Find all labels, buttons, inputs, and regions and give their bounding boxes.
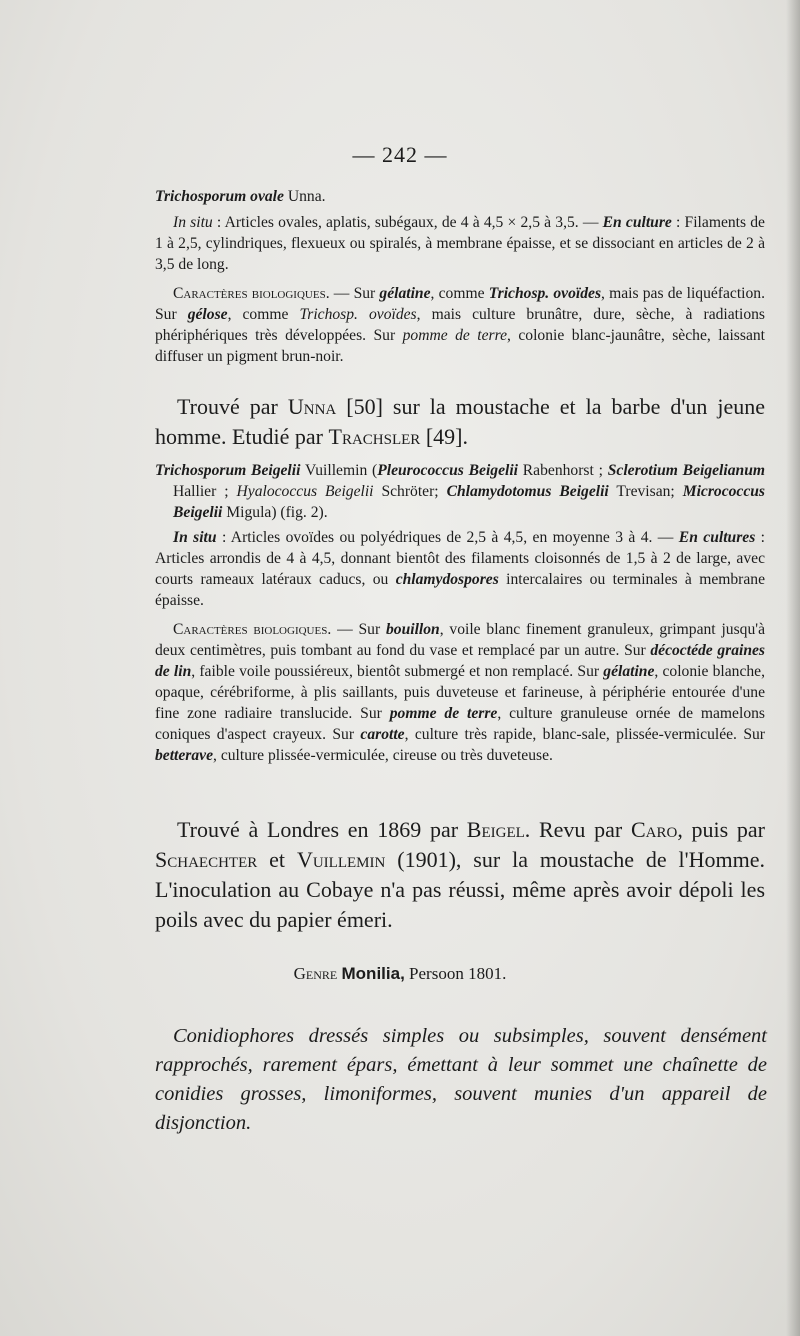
page-number: — 242 — (352, 142, 448, 167)
text-run: gélose (187, 306, 228, 323)
text-run: Unna (287, 394, 337, 419)
text-run: intercalaires ou terminales à membrane épaisse. (155, 571, 765, 609)
text-run: , mais culture brunâtre, dure, sèche, à radiations phériphériques très développées. Sur (155, 306, 765, 344)
text-run: , comme (430, 285, 489, 302)
text-run: , culture plissée-vermiculée, cireuse ou très duveteuse. (213, 747, 553, 764)
text-run: , mais pas de liquéfaction. Sur (155, 285, 765, 323)
insitu-label: In situ (173, 214, 213, 231)
text-run: (1901), sur la moustache de l'Homme. L'inoculation au Cobaye n'a pas réussi, même après avoir dépoli les poils avec du papier émeri. (155, 847, 765, 932)
culture-text: : Filaments de 1 à 2,5, cylindriques, flexueux ou spiralés, à membrane épaisse, et se dissociant en articles de 2 à 3,5 de long. (155, 214, 765, 273)
bio-label: Caractères biologiques (173, 285, 326, 302)
text-run: Hyalococcus Beigelii (236, 483, 374, 500)
text-run: , colonie blanc-jaunâtre, sèche, laissant diffuser un pigment brun-noir. (155, 327, 765, 365)
page-edge-shadow (786, 0, 800, 1336)
text-run: : Articles arrondis de 4 à 4,5, donnant bientôt des filaments cloisonnés de 1,5 à 2 de large, avec courts rameaux latéraux caducs, ou (155, 529, 765, 588)
text-run: gélatine (603, 663, 655, 680)
entry2-finding-paragraph (155, 815, 765, 935)
biology-paragraph (155, 283, 765, 367)
text-run: Trouvé à Londres en 1869 par (177, 817, 467, 842)
finding-text-2 (155, 815, 765, 935)
text-run: Schaechter (155, 847, 258, 872)
text-run: Migula) (fig. 2). (222, 504, 328, 521)
species-name: Trichosporum ovale (155, 188, 284, 205)
text-run: . — Sur (325, 285, 380, 302)
text-run: Sclerotium Beigelianum (607, 462, 765, 479)
text-run: Trachsler (328, 424, 421, 449)
text-run: Chlamydotomus Beigelii (446, 483, 609, 500)
text-run: Vuillemin ( (300, 462, 378, 479)
text-run: Caro (630, 817, 678, 842)
genus-name: Monilia, (341, 964, 405, 983)
text-run: pomme de terre (389, 705, 498, 722)
text-run: Trichosp. ovoïdes (488, 285, 602, 302)
text-run: , faible voile poussiéreux, bientôt submergé et non remplacé. Sur (191, 663, 604, 680)
text-run: . — Sur (327, 621, 386, 638)
text-run: Micrococcus Beigelii (173, 483, 765, 521)
text-run: Trichosp. ovoïdes (299, 306, 417, 323)
text-run: gélatine (379, 285, 431, 302)
text-run: , colonie blanche, opaque, cérébriforme, à plis saillants, puis duveteuse et farineuse, à périphérie entourée d'une fine zone radiaire translucide. Sur (155, 663, 765, 722)
text-run: Hallier ; (173, 483, 237, 500)
morphology-paragraph (155, 212, 765, 275)
text-run: Schröter; (373, 483, 447, 500)
genus-label: Genre (293, 964, 338, 983)
finding-text (155, 392, 765, 452)
text-run: betterave (155, 747, 214, 764)
species-heading (155, 186, 765, 207)
text-run: bouillon (385, 621, 440, 638)
genus-heading (0, 964, 800, 984)
synonymy-heading (155, 460, 765, 523)
text-run: carotte (360, 726, 405, 743)
entry-trichosporum-ovale (155, 186, 765, 367)
text-run: Vuillemin (296, 847, 386, 872)
culture-label: En culture (602, 214, 672, 231)
text-run: Caractères biologiques (173, 621, 328, 638)
text-run: , voile blanc finement granuleux, grimpant jusqu'à deux centimètres, puis tombant au fond du vase et remplacé par un autre. Sur (155, 621, 765, 659)
genus-author: Persoon 1801. (404, 964, 507, 983)
text-run: Trouvé par (177, 394, 288, 419)
text-run: et (257, 847, 297, 872)
text-run: Beigel (466, 817, 525, 842)
text-run: , puis par (677, 817, 766, 842)
text-run: décoctéde graines de lin (155, 642, 766, 680)
text-run: , comme (227, 306, 300, 323)
text-run: . Revu par (524, 817, 631, 842)
text-run: Pleurococcus Beigelii (377, 462, 518, 479)
text-run: chlamydospores (395, 571, 499, 588)
text-run: [50] sur la moustache et la barbe d'un jeune homme. Etudié par (155, 394, 765, 449)
text-run: , culture très rapide, blanc-sale, plissée-vermiculée. Sur (404, 726, 765, 743)
morphology-paragraph-2 (155, 527, 765, 611)
text-run: Trevisan; (608, 483, 683, 500)
text-run: In situ (173, 529, 217, 546)
text-run: : Articles ovoïdes ou polyédriques de 2,5 à 4,5, en moyenne 3 à 4. — (216, 529, 679, 546)
biology-paragraph-2 (155, 619, 765, 766)
diagnosis-text: Conidiophores dressés simples ou subsimples, souvent densément rapprochés, rarement épars, émettant à leur sommet une chaînette de conidies grosses, limoniformes, souvent munies d'un appareil de disjonction. (155, 1025, 767, 1134)
text-run: Rabenhorst ; (518, 462, 608, 479)
entry1-finding-paragraph (155, 392, 765, 452)
text-run: Trichosporum Beigelii (155, 462, 301, 479)
text-run: [49]. (420, 424, 468, 449)
text-run: , culture granuleuse ornée de mamelons coniques d'aspect crayeux. Sur (155, 705, 765, 743)
text-run: pomme de terre (402, 327, 508, 344)
text-run: En cultures (678, 529, 756, 546)
species-author: Unna. (287, 188, 326, 205)
genus-diagnosis (155, 1022, 767, 1138)
entry-trichosporum-beigelii (155, 460, 765, 766)
insitu-text: : Articles ovales, aplatis, subégaux, de 4 à 4,5 × 2,5 à 3,5. — (212, 214, 603, 231)
